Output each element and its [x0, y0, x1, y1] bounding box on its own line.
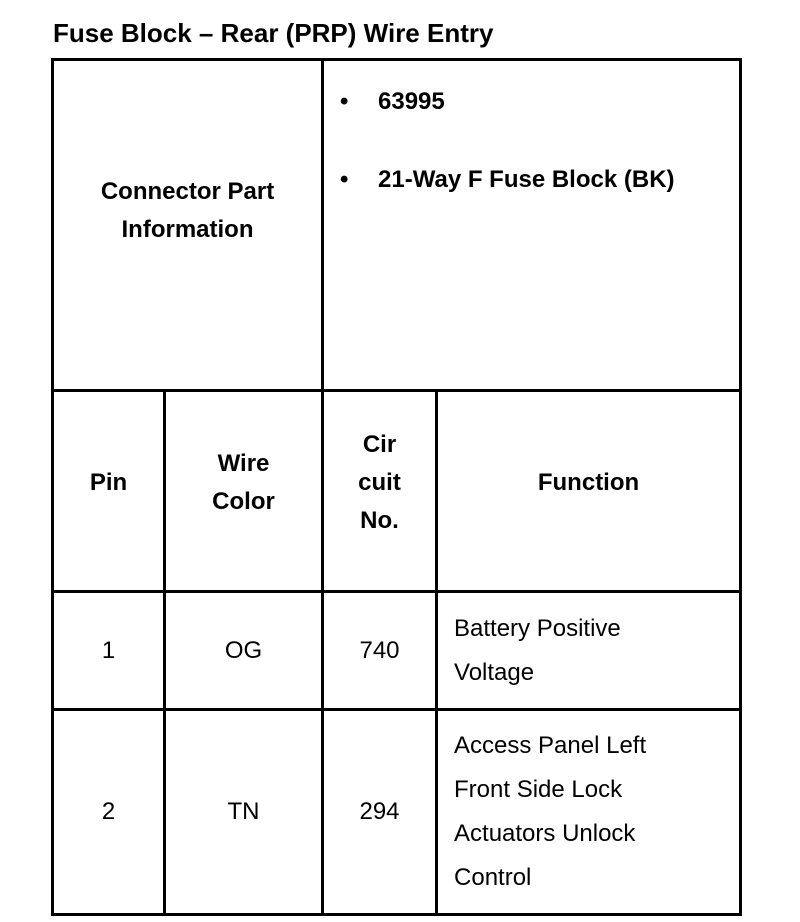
bullet-icon: •: [340, 88, 349, 115]
connector-part-number: [340, 83, 739, 121]
connector-info-row: [53, 60, 741, 391]
header-wire-color-text: Wire Color: [212, 450, 275, 515]
header-wire-color: [165, 391, 323, 592]
connector-part-number-text: 63995: [378, 88, 445, 115]
connector-info-values: [323, 60, 741, 391]
header-function: Function: [437, 391, 741, 592]
bullet-icon: •: [340, 166, 349, 193]
connector-description: [340, 161, 739, 199]
table-row: [53, 710, 741, 915]
page-title: Fuse Block – Rear (PRP) Wire Entry: [53, 18, 494, 48]
circuit-cell: 740: [323, 592, 437, 710]
function-text: Battery Positive Voltage: [454, 614, 621, 686]
connector-table: [51, 58, 742, 916]
function-text: Access Panel Left Front Side Lock Actuators Unlock Control: [454, 732, 647, 891]
connector-description-text: 21-Way F Fuse Block (BK): [378, 166, 675, 193]
circuit-cell: 294: [323, 710, 437, 915]
connector-info-label: Connector Part Information: [53, 60, 323, 391]
header-circuit: [323, 391, 437, 592]
connector-info-list: [324, 61, 739, 199]
wire-color-cell: TN: [165, 710, 323, 915]
function-cell: [437, 710, 741, 915]
header-circuit-text: Cir cuit No.: [358, 431, 401, 534]
function-cell: [437, 592, 741, 710]
table-row: [53, 592, 741, 710]
wire-color-cell: OG: [165, 592, 323, 710]
pin-cell: 2: [53, 710, 165, 915]
pin-cell: 1: [53, 592, 165, 710]
header-row: [53, 391, 741, 592]
header-pin: Pin: [53, 391, 165, 592]
